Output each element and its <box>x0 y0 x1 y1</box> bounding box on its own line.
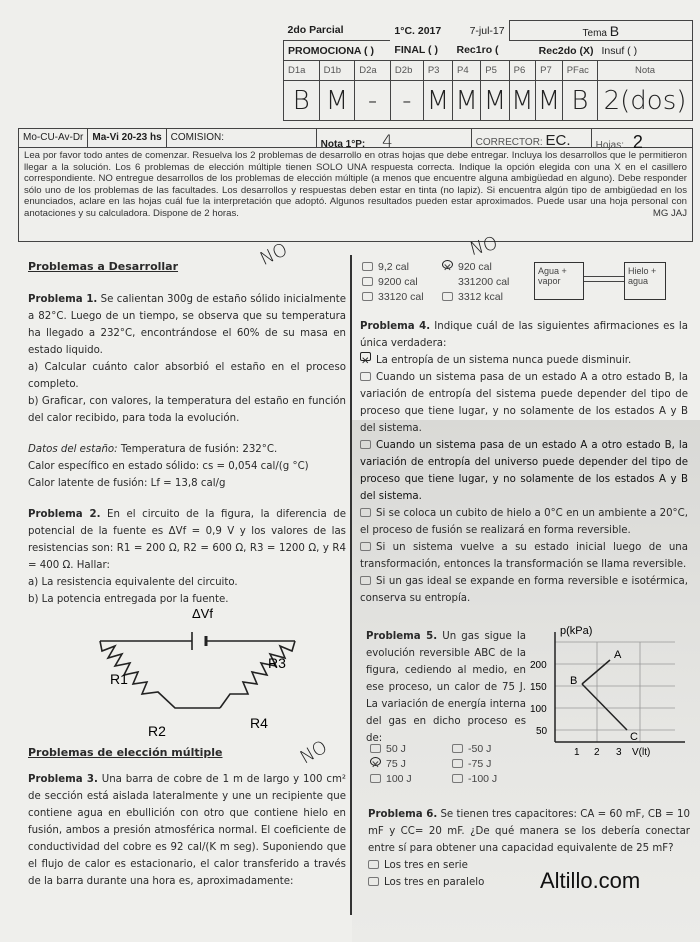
status-promociona: PROMOCIONA ( ) <box>284 41 391 61</box>
handwritten-no: NO <box>296 736 332 769</box>
instructions <box>18 148 693 242</box>
p4-option-selected[interactable]: ✕ La entropía de un sistema nunca puede disminuir. <box>360 352 688 369</box>
p2b: b) La potencia entregada por la fuente. <box>28 594 229 605</box>
p2a: a) La resistencia equivalente del circuito. <box>28 577 238 588</box>
p5-text: Un gas sigue la evolución reversible ABC de la figura, cediendo al medio, en ese proceso, un calor de 75 J. La variación de energía interna del gas en dicho proceso es de: <box>366 631 526 744</box>
student-info-row <box>18 128 693 152</box>
p5-option[interactable]: -100 J <box>452 772 532 787</box>
left-column <box>28 258 346 608</box>
datos3: Calor latente de fusión: Lf = 13,8 cal/g <box>28 478 226 489</box>
p4-label: Problema 4. <box>360 321 431 332</box>
grade-value: M <box>453 81 481 121</box>
sede: Mo-CU-Av-Dr <box>19 129 88 147</box>
p5-option[interactable]: 50 J <box>370 742 452 757</box>
p6-option[interactable]: Los tres en serie <box>368 857 690 874</box>
graph-ylabel: p(kPa) <box>560 625 593 637</box>
r4-label: R4 <box>250 715 268 731</box>
datos-label: Datos del estaño: <box>28 444 118 455</box>
p5-option[interactable]: -50 J <box>452 742 532 757</box>
pv-graph <box>530 622 700 772</box>
datos2: Calor específico en estado sólido: cs = 0,054 cal/(g °C) <box>28 461 309 472</box>
hojas-value: 2 <box>632 132 643 152</box>
point-b: B <box>570 675 578 687</box>
nota1-label: Nota 1°P: <box>320 139 366 150</box>
grade-column-header: P6 <box>509 61 536 81</box>
circuit-diagram <box>80 596 320 746</box>
p4-text: Indique cuál de las siguientes afirmaciones es la única verdadera: <box>360 321 688 349</box>
ytick: 200 <box>530 660 547 671</box>
p3-option[interactable]: 33120 cal <box>362 290 442 305</box>
section-title-desarrollo: Problemas a Desarrollar <box>28 260 179 273</box>
p6-text: Se tienen tres capacitores: CA = 60 mF, CB = 10 mF y CC= 20 mF. ¿De qué manera se los debería conectar entre sí para obtener una capacidad equivalente de 25 mF? <box>368 809 690 854</box>
grade-column-header: Nota <box>598 61 693 81</box>
grade-value: B <box>284 81 320 121</box>
p3-label: Problema 3. <box>28 774 98 785</box>
p4-option[interactable]: Cuando un sistema pasa de un estado A a otro estado B, la variación de entropía del sistema puede depender del tipo de proceso que tiene lugar, y no solamente de los estados A y B del sistema. <box>360 372 688 434</box>
nota1-value: 4 <box>382 132 393 152</box>
p1-label: Problema 1. <box>28 294 98 305</box>
p3-option[interactable]: 9200 cal <box>362 275 442 290</box>
p5-option[interactable]: -75 J <box>452 757 532 772</box>
exam-name: 2do Parcial <box>287 24 344 37</box>
grade-column-header: PFac <box>562 61 597 81</box>
datos1: Temperatura de fusión: 232°C. <box>120 444 278 455</box>
p1b: b) Graficar, con valores, la temperatura del estaño en función del calor recibido, para toda la evolución. <box>28 396 346 424</box>
grade-column-header: D2a <box>355 61 391 81</box>
p3-option[interactable]: 3312 kcal <box>442 290 532 305</box>
p3-option[interactable]: 9,2 cal <box>362 260 442 275</box>
p6-label: Problema 6. <box>368 809 438 820</box>
grade-column-header: P4 <box>453 61 481 81</box>
p5-label: Problema 5. <box>366 631 438 642</box>
grade-column-header: D2b <box>390 61 423 81</box>
point-a: A <box>614 649 622 661</box>
grade-value: M <box>536 81 563 121</box>
ytick: 150 <box>530 682 547 693</box>
p5-option-selected[interactable]: ✕ 75 J <box>371 758 406 771</box>
status-final: FINAL ( ) <box>390 41 452 61</box>
grade-column-header: D1a <box>284 61 320 81</box>
grade-value: M <box>319 81 355 121</box>
grade-column-header: P5 <box>481 61 509 81</box>
handwritten-no: NO <box>256 239 291 270</box>
grade-value: - <box>355 81 391 121</box>
p5-block <box>366 628 526 747</box>
grade-value: M <box>423 81 452 121</box>
p4-option[interactable]: Si se coloca un cubito de hielo a 0°C en un ambiente a 20°C, el proceso de fusión se realizará en forma reversible. <box>360 508 688 536</box>
grade-value: - <box>390 81 423 121</box>
section-title-eleccion: Problemas de elección múltiple <box>28 746 223 759</box>
p4-option[interactable]: Si un gas ideal se expande en forma reversible e isotérmica, conserva su entropía. <box>360 576 688 604</box>
status-rec1: Rec1ro ( <box>453 41 510 61</box>
p3-option[interactable]: 331200 cal <box>458 276 510 288</box>
tema-label: Tema <box>582 27 607 39</box>
graph-xlabel: V(lt) <box>632 747 651 758</box>
handwritten-no: NO <box>467 232 500 261</box>
p5-options <box>370 742 532 787</box>
p1-text: Se calientan 300g de estaño sólido inicialmente a 82°C. Luego de un tiempo, se observa que su temperatura ha llegado a 232°C, encontrándose el 60% de su masa en estado liquido. <box>28 294 346 356</box>
p5-option[interactable]: 100 J <box>370 772 452 787</box>
r1-label: R1 <box>110 671 128 687</box>
column-divider <box>350 255 352 915</box>
hojas-label: Hojas: <box>595 140 625 151</box>
p3-option-selected[interactable]: ✕ 920 cal <box>443 261 492 274</box>
grade-value: B <box>562 81 597 121</box>
tema-value: B <box>609 22 620 39</box>
instructions-signature: MG JAJ <box>652 207 687 219</box>
watermark: Altillo.com <box>540 868 641 893</box>
grade-value: M <box>509 81 536 121</box>
source-label: ΔVf <box>192 606 213 621</box>
grade-value: 2(dos) <box>598 81 693 121</box>
exam-date: 7-jul-17 <box>469 24 505 37</box>
diagram-box-left: Agua + vapor <box>534 262 584 300</box>
r2-label: R2 <box>148 723 166 739</box>
horario: Ma-Vi 20-23 hs <box>88 129 166 147</box>
left-column-mc <box>28 744 346 890</box>
grade-column-header: P3 <box>423 61 452 81</box>
p2-text: En el circuito de la figura, la diferencia de potencial de la fuente es ΔVf = 0,9 V y los valores de las resistencias son: R1 = 200 Ω, R2 = 600 Ω, R3 = 1200 Ω, y R4 = 400 Ω. Hallar: <box>28 509 346 571</box>
p3-options <box>362 260 532 305</box>
comision-label: COMISION: <box>167 129 317 147</box>
point-c: C <box>630 731 638 743</box>
diagram-box-right: Hielo + agua <box>624 262 666 300</box>
p2-label: Problema 2. <box>28 509 101 520</box>
r3-label: R3 <box>268 655 286 671</box>
instructions-text: Lea por favor todo antes de comenzar. Resuelva los 2 problemas de desarrollo en otras hojas que debe entregar. Incluya los desarrollos que le permitieron llegar a la solución. Los 6 problemas de elección múltiple tienen SOLO UNA respuesta correcta. Indique la opción elegida con una X en el casillero correspondiente. NO entregue desarrollos de los problemas de elección múltiple (a menos que encuentre alguna ambigüedad en alguno). Debe responder sólo uno de los problemas de las facultades. Los desarrollos y respuestas deben estar en tinta (no lapiz). Si encuentra algún tipo de ambigüedad en los enunciados, aclare en las hojas cuál fue la interpretación que adoptó. Algunos resultados pueden estar aproximados. Puede usar una hoja personal con anotaciones y su calculadora. Dispone de 2 horas. <box>24 150 687 219</box>
xtick: 2 <box>594 747 600 758</box>
p6-block <box>368 806 690 891</box>
status-insuf: Insuf ( ) <box>598 41 693 61</box>
xtick: 3 <box>616 747 622 758</box>
grade-table <box>283 20 693 121</box>
grade-column-header: D1b <box>319 61 355 81</box>
p1a: a) Calcular cuánto calor absorbió el estaño en el proceso completo. <box>28 362 346 390</box>
cuatrimestre: 1°C. 2017 <box>394 24 442 37</box>
status-rec2: Rec2do (X) <box>509 41 597 61</box>
copper-bar <box>584 276 624 282</box>
corrector-value: EC. <box>545 132 571 149</box>
grade-value: M <box>481 81 509 121</box>
p4-option[interactable]: Cuando un sistema pasa de un estado A a otro estado B, la variación de entropía del universo puede depender del tipo de proceso que tiene lugar, y no solamente de los estados A y B del sistema. <box>360 440 688 502</box>
corrector-label: CORRECTOR: <box>475 137 543 148</box>
ytick: 50 <box>536 726 548 737</box>
xtick: 1 <box>574 747 580 758</box>
p4-option[interactable]: Si un sistema vuelve a su estado inicial luego de una transformación, entonces la transformación se llama reversible. <box>360 542 688 570</box>
ytick: 100 <box>530 704 547 715</box>
p3-text: Una barra de cobre de 1 m de largo y 100 cm² de sección está aislada lateralmente y une un recipiente que contiene agua en ebullición con otro que contiene hielo en fusión, ambos a presión atmosférica normal. El coeficiente de conductividad del cobre es 92 cal/(K m seg). Suponiendo que el flujo de calor es estacionario, el calor transferido a través de la barra durante una hora es, aproximadamente: <box>28 774 346 887</box>
p6-option[interactable]: Los tres en paralelo <box>368 874 690 891</box>
p4-block <box>360 318 688 607</box>
grade-column-header: P7 <box>536 61 563 81</box>
